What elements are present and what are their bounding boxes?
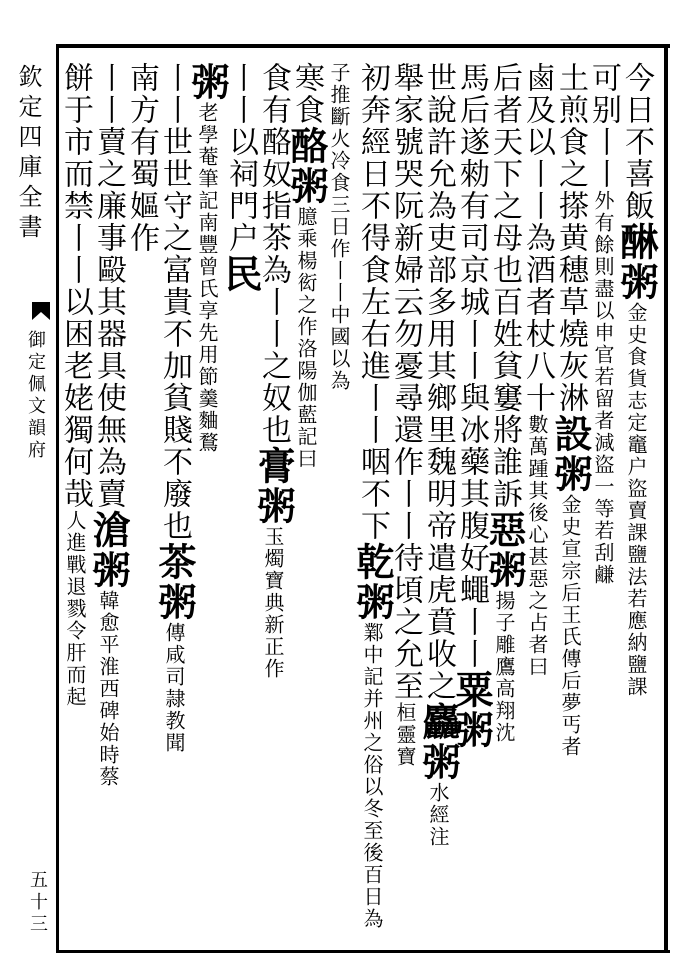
- column-text: 今日不喜飯: [619, 62, 654, 222]
- entry-heading: 惡粥: [482, 510, 527, 590]
- entry-heading: 粟粥: [449, 670, 494, 750]
- column-text: 老學菴筆記南豐曾氏享先用節羹麯鶩: [195, 102, 219, 454]
- column-text: 丨丨賣之廉事毆其器具使無為賣: [91, 62, 126, 510]
- column-text: 傳咸司隷教聞: [162, 622, 186, 754]
- margin-book-title: 欽定四庫全書: [14, 64, 42, 244]
- column-text: 可别丨丨: [586, 62, 621, 190]
- column-text: 鹵及以丨丨為酒者杖八十: [520, 62, 555, 414]
- column-text: 丨丨以祠門户: [223, 62, 258, 254]
- column-text: 子推斷火冷食三日作丨丨中國以為: [327, 62, 351, 392]
- entry-heading: 膏粥: [251, 446, 296, 526]
- fish-tail-mark-icon: [30, 300, 52, 322]
- column-text: 金史宣宗后王氏傳后夢丐者: [558, 494, 582, 758]
- column-text: 揚子雕鷹高翔沈: [492, 590, 516, 744]
- entry-heading: 民: [218, 254, 263, 294]
- column-text: 臆乘楊衒之作洛陽伽藍記曰: [294, 206, 318, 470]
- column-text: 外有餘則盡以申官若留者減盜一等若刮鹻: [591, 190, 615, 586]
- column-text: 其腹好蠅丨丨: [454, 478, 489, 670]
- bottom-border-rule: [56, 950, 670, 953]
- column-text: 人進戰退戮令肝而起: [63, 510, 87, 708]
- column-text: 丨丨世世守之富貴不加貧賤不廢也: [157, 62, 192, 542]
- entry-heading: 茶粥: [152, 542, 197, 622]
- entry-heading: 粥: [185, 62, 230, 102]
- page-number: 五十三: [27, 870, 48, 936]
- entry-heading: 滄粥: [86, 510, 131, 590]
- column-text: 左右進丨丨咽不下: [355, 286, 390, 542]
- column-text: 后者天下之母也百姓貧窶將誰: [487, 62, 522, 478]
- top-border-rule: [56, 44, 670, 48]
- column-text: 舉家號哭阮新婦云勿憂尋還作丨丨待頃之允至: [388, 62, 423, 702]
- column-text: 南方有蜀嫗作: [124, 62, 159, 254]
- column-text: 鄴中記并州之俗以冬至後百日為: [360, 622, 384, 930]
- column-text: 土煎食之搽黄穗草燒灰淋: [553, 62, 588, 414]
- column-text: 金史食貨志定竈户盜賣課鹽法若應納鹽課: [624, 302, 648, 698]
- column-text: 初奔經日不得食: [355, 62, 390, 286]
- column-text: 食有酪奴指茶為丨丨之奴也: [256, 62, 291, 446]
- entry-heading: 醂粥: [614, 222, 659, 302]
- entry-heading: 乾粥: [350, 542, 395, 622]
- column-text: 馬后遂勑有司京城丨丨與冰藥: [454, 62, 489, 478]
- column-text: 水經注: [426, 782, 450, 848]
- margin-sub-title: 御定佩文韻府: [25, 330, 46, 462]
- entry-heading: 酪粥: [284, 126, 329, 206]
- column-text: 韓愈平淮西碑始時蔡: [96, 590, 120, 788]
- text-column: [51, 62, 99, 942]
- column-text: 世說許允為吏部多用其鄉里魏明帝遣虎賁收之: [421, 62, 456, 702]
- right-border-rule: [664, 44, 668, 953]
- column-text: 餅于市而禁丨丨以困老姥獨何哉: [58, 62, 93, 510]
- entry-heading: 設粥: [548, 414, 593, 494]
- entry-heading: 麤粥: [416, 702, 461, 782]
- column-text: 桓靈寶: [393, 702, 417, 768]
- column-text: 寒食: [289, 62, 324, 126]
- column-text: 玉燭寶典新正作: [261, 526, 285, 680]
- column-text: 訴: [487, 478, 522, 510]
- column-text: 數萬踵其後心甚惡之占者曰: [525, 414, 549, 678]
